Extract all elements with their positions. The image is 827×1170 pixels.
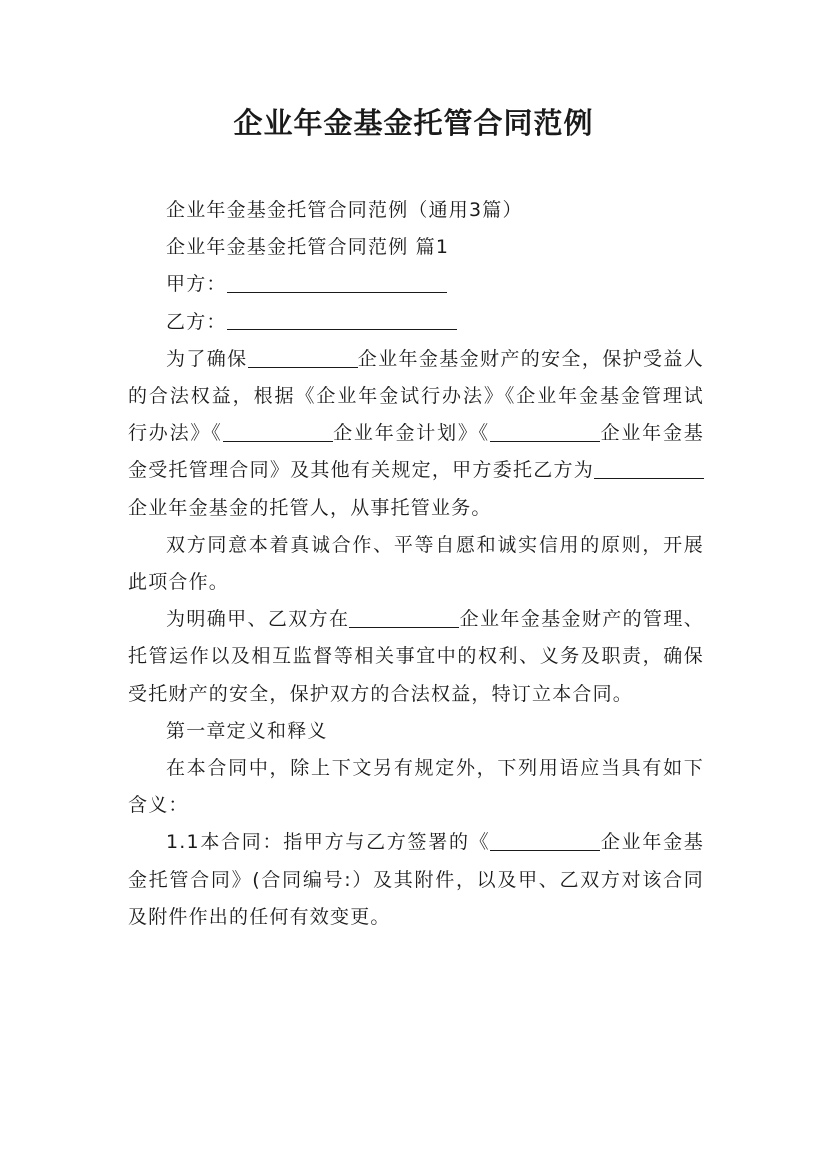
chapter-heading: 第一章定义和释义 bbox=[166, 719, 328, 742]
fill-blank bbox=[490, 422, 600, 442]
paragraph-text: 1.1本合同：指甲方与乙方签署的《 bbox=[166, 831, 491, 854]
clause-1-1 bbox=[128, 824, 704, 936]
fill-blank bbox=[248, 348, 358, 368]
party-b-blank bbox=[227, 310, 457, 330]
paragraph-text: 企业年金基金托管合同》(合同编号:）及其附件，以及甲、乙双方对该合同及附件作出的任何有效变更。 bbox=[128, 831, 704, 928]
paragraph-clarify bbox=[128, 601, 704, 713]
paragraph-text: 企业年金计划》《 bbox=[332, 422, 490, 445]
section-heading: 企业年金基金托管合同范例 篇1 bbox=[166, 236, 450, 259]
paragraph-cooperation: 双方同意本着真诚合作、平等自愿和诚实信用的原则，开展此项合作。 bbox=[128, 533, 704, 594]
document-subtitle: 企业年金基金托管合同范例（通用3篇） bbox=[166, 199, 523, 221]
paragraph-text: 企业年金基金财产的管理、托管运作以及相互监督等相关事宜中的权利、义务及职责，确保受托财产的安全，保护双方的合法权益，特订立本合同。 bbox=[128, 608, 704, 705]
paragraph-text: 企业年金基金财产的安全，保护受益人的合法权益，根据《企业年金试行办法》《企业年金基金管理试行办法》《 bbox=[128, 347, 704, 445]
party-a-line bbox=[128, 266, 704, 303]
paragraph-definitions-intro: 在本合同中，除上下文另有规定外，下列用语应当具有如下含义： bbox=[128, 757, 704, 817]
paragraph-text: 为明确甲、乙双方在 bbox=[166, 608, 350, 631]
party-a-blank bbox=[227, 273, 447, 293]
fill-blank bbox=[490, 831, 600, 851]
party-a-label: 甲方： bbox=[166, 273, 227, 296]
paragraph-text: 企业年金基金受托管理合同》及其他有关规定，甲方委托乙方为 bbox=[128, 422, 704, 482]
document-body bbox=[128, 192, 704, 936]
document-title: 企业年金基金托管合同范例 bbox=[233, 106, 594, 140]
party-b-label: 乙方： bbox=[166, 310, 227, 333]
party-b-line bbox=[128, 304, 704, 341]
fill-blank bbox=[349, 608, 459, 628]
fill-blank bbox=[223, 422, 333, 442]
paragraph-purpose bbox=[128, 341, 704, 527]
paragraph-text: 为了确保 bbox=[166, 347, 248, 370]
paragraph-text: 企业年金基金的托管人，从事托管业务。 bbox=[128, 496, 492, 519]
fill-blank bbox=[594, 459, 704, 479]
